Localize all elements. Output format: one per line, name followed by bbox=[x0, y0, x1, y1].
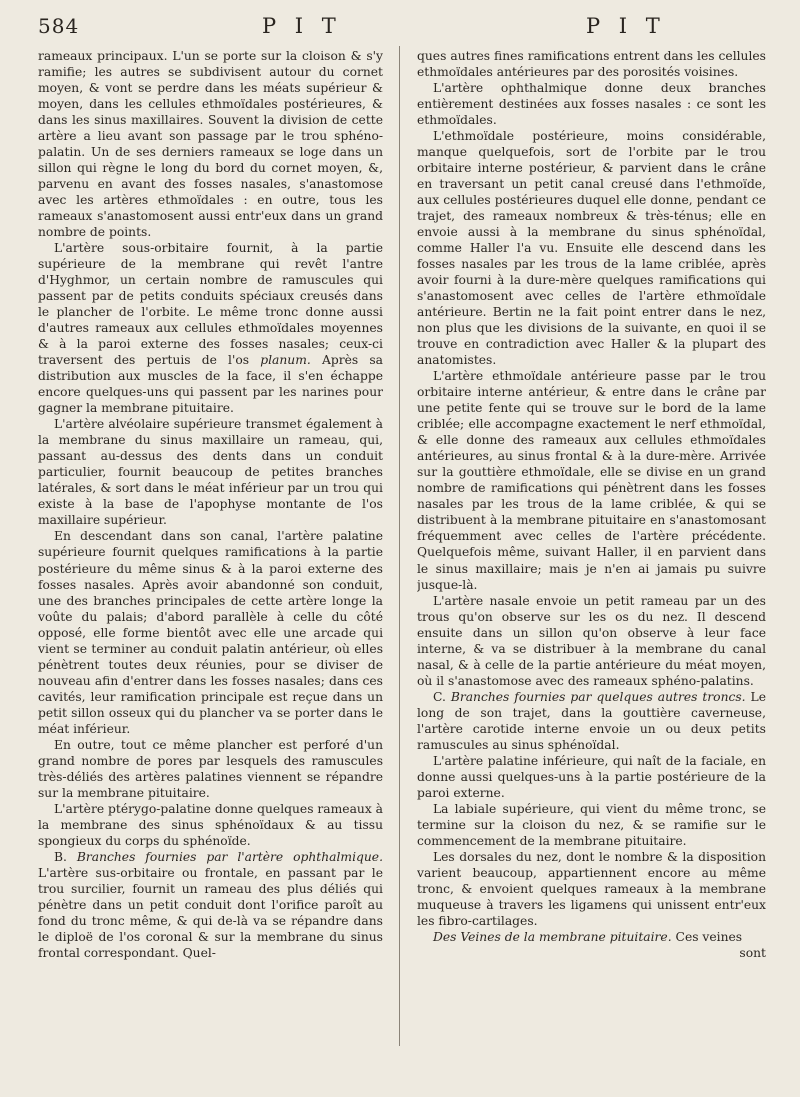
running-header bbox=[0, 14, 800, 42]
paragraph: L'artère palatine inférieure, qui naît de la faciale, en donne aussi quelques-uns à la partie postérieure de la paroi externe. bbox=[417, 753, 766, 800]
paragraph-text: Ces veines bbox=[675, 929, 743, 944]
paragraph: L'artère nasale envoie un petit rameau par un des trous qu'on observe sur les os du nez. Il descend ensuite dans un sillon qu'on observe à leur face interne, & va se distribuer à la membrane du canal nasal, & à celle de la partie antérieure du méat moyen, où il s'anastomose avec des rameaux sphéno-palatins. bbox=[417, 593, 766, 688]
paragraph-text: Après sa distribution aux muscles de la face, il s'en échappe encore quelques-uns qui passent par les narines pour gagner la membrane pituitaire. bbox=[38, 353, 383, 416]
column-divider bbox=[399, 46, 400, 1046]
paragraph: L'artère alvéolaire supérieure transmet également à la membrane du sinus maxillaire un rameau, qui, passant au-dessus des dents dans un conduit particulier, fournit beaucoup de petites branches latérales, & sort dans le méat inférieur par un trou qui existe à la base de l'apophyse montante de l'os maxillaire supérieur. bbox=[38, 417, 383, 528]
paragraph bbox=[38, 240, 383, 416]
section-heading: Branches fournies par l'artère ophthalmique. bbox=[76, 849, 383, 864]
section-letter: B. bbox=[53, 849, 67, 864]
section-heading: Des Veines de la membrane pituitaire. bbox=[432, 929, 672, 944]
paragraph: La labiale supérieure, qui vient du même tronc, se termine sur la cloison du nez, & se ramifie sur le commencement de la membrane pituitaire. bbox=[417, 801, 766, 848]
paragraph: rameaux principaux. L'un se porte sur la cloison & s'y ramifie; les autres se subdivisent autour du cornet moyen, & vont se perdre dans les méats supérieur & moyen, dans les cellules ethmoïdales postérieures, & dans les sinus maxillaires. Souvent la division de cette artère a lieu avant son passage par le trou sphéno-palatin. Un de ses derniers rameaux se loge dans un sillon qui règne le long du bord du cornet moyen, &, parvenu en avant des fosses nasales, s'anastomose avec les artères ethmoïdales : en outre, tous les rameaux s'anastomosent aussi entr'eux dans un grand nombre de points. bbox=[38, 49, 383, 240]
paragraph bbox=[38, 849, 383, 961]
paragraph: Les dorsales du nez, dont le nombre & la disposition varient beaucoup, appartiennent encore au même tronc, & envoient quelques rameaux à la membrane muqueuse à travers les ligamens qui unissent entr'eux les fibro-cartilages. bbox=[417, 849, 766, 928]
paragraph: L'artère ptérygo-palatine donne quelques rameaux à la membrane des sinus sphénoïdaux & au tissu spongieux du corps du sphénoïde. bbox=[38, 801, 383, 848]
paragraph bbox=[417, 689, 766, 753]
paragraph: ques autres fines ramifications entrent dans les cellules ethmoïdales antérieures par des porosités voisines. bbox=[417, 49, 766, 80]
section-heading: Branches fournies par quelques autres troncs. bbox=[450, 689, 746, 704]
paragraph bbox=[417, 929, 766, 945]
page-number: 584 bbox=[38, 14, 80, 38]
latin-term: planum. bbox=[260, 353, 311, 368]
paragraph: En outre, tout ce même plancher est perforé d'un grand nombre de pores par lesquels des ramuscules très-déliés des artères palatines viennent se répandre sur la membrane pituitaire. bbox=[38, 737, 383, 800]
right-running-title: P I T bbox=[586, 14, 666, 38]
section-letter: C. bbox=[432, 689, 446, 704]
paragraph: L'ethmoïdale postérieure, moins considérable, manque quelquefois, sort de l'orbite par le trou orbitaire interne postérieur, & parvient dans le crâne en traversant un petit canal creusé dans l'ethmoïde, aux cellules postérieures duquel elle donne, pendant ce trajet, des rameaux nombreux & très-ténus; elle en envoie aussi à la membrane du sinus sphénoïdal, comme Haller l'a vu. Ensuite elle descend dans les fosses nasales par les trous de la lame criblée, après avoir fourni à la dure-mère quelques ramifications qui s'anastomosent avec celles de l'artère ethmoïdale antérieure. Bertin ne la fait point entrer dans le nez, non plus que les divisions de la suivante, en quoi il se trouve en contradiction avec Haller & la plupart des anatomistes. bbox=[417, 129, 766, 368]
paragraph: En descendant dans son canal, l'artère palatine supérieure fournit quelques ramifications à la partie postérieure du même sinus & à la paroi externe des fosses nasales. Après avoir abandonné son conduit, une des branches principales de cette artère longe la voûte du palais; d'abord parallèle à celle du côté opposé, elle forme bientôt avec elle une arcade qui vient se terminer au conduit palatin antérieur, où elles pénètrent toutes deux réunies, pour se diviser de nouveau afin d'entrer dans les fosses nasales; dans ces cavités, leur ramification principale est reçue dans un petit sillon osseux qui du plancher va se porter dans le méat inférieur. bbox=[38, 529, 383, 736]
paragraph-text: Le long de son trajet, dans la gouttière caverneuse, l'artère carotide interne envoie un ou deux petits ramuscules au sinus sphénoïdal. bbox=[417, 689, 766, 752]
paragraph: L'artère ophthalmique donne deux branches entièrement destinées aux fosses nasales : ce sont les ethmoïdales. bbox=[417, 81, 766, 128]
left-running-title: P I T bbox=[262, 14, 342, 38]
paragraph-text: L'artère sous-orbitaire fournit, à la partie supérieure de la membrane qui revêt l'antre d'Hyghmor, un certain nombre de ramuscules qui passent par de petits conduits spéciaux creusés dans le plancher de l'orbite. Le même tronc donne aussi d'autres rameaux aux cellules ethmoïdales moyennes & à la paroi externe des fosses nasales; ceux-ci traversent des pertuis de l'os bbox=[38, 241, 383, 368]
paragraph-text: L'artère sus-orbitaire ou frontale, en passant par le trou surcilier, fournit un rameau des plus déliés qui pénètre dans un petit conduit dont l'orifice paroît au fond du tronc même, & qui de-là va se répandre dans le diploë de l'os coronal & sur la membrane du sinus frontal correspondant. Quel- bbox=[38, 865, 383, 960]
catchword: sont bbox=[739, 945, 766, 960]
paragraph: L'artère ethmoïdale antérieure passe par le trou orbitaire interne antérieur, & entre dans le crâne par une petite fente qui se trouve sur le bord de la lame criblée; elle accompagne exactement le nerf ethmoïdal, & elle donne des rameaux aux cellules ethmoïdales antérieures, au sinus frontal & à la dure-mère. Arrivée sur la gouttière ethmoïdale, elle se divise en un grand nombre de ramifications qui pénètrent dans les fosses nasales par les trous de la lame criblée, & qui se distribuent à la membrane pituitaire en s'anastomosant fréquemment avec celles de l'artère précédente. Quelquefois même, suivant Haller, il en parvient dans le sinus maxillaire; mais je n'en ai jamais pu suivre jusque-là. bbox=[417, 369, 766, 592]
left-column bbox=[38, 48, 383, 1083]
right-column bbox=[417, 48, 766, 1083]
